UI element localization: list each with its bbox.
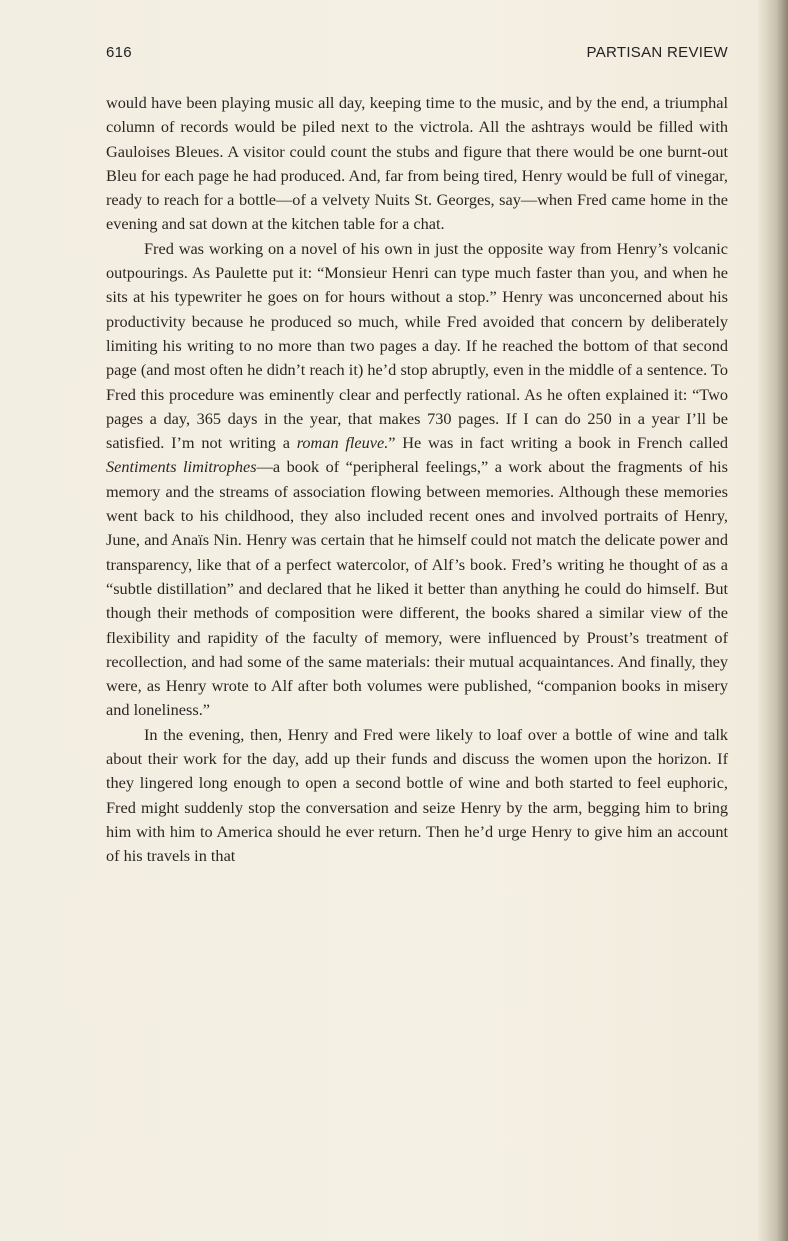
- paragraph-3: [106, 723, 728, 869]
- text-run: ” He was in fact writing a book in French called: [388, 433, 729, 453]
- body-text: [106, 91, 728, 869]
- italic-text-run: Sentiments limitrophes: [106, 457, 257, 477]
- paragraph-2: [106, 237, 728, 723]
- journal-title: PARTISAN REVIEW: [586, 44, 728, 61]
- text-run: —a book of “peripheral feelings,” a work about the fragments of his memory and the streams of association flowing between memories. Although these memories went back to his childhood, they also included recent ones and involved portraits of Henry, June, and Anaïs Nin. Henry was certain that he himself could not match the delicate power and transparency, like that of a perfect watercolor, of Alf’s book. Fred’s writing he thought of as a “subtle distillation” and declared that he liked it better than anything he could do himself. But though their methods of composition were different, the books shared a similar view of the flexibility and rapidity of the faculty of memory, were influenced by Proust’s treatment of recollection, and had some of the same materials: their mutual acquaintances. And finally, they were, as Henry wrote to Alf after both volumes were published, “companion books in misery and loneliness.”: [106, 457, 728, 720]
- paragraph-1: [106, 91, 728, 237]
- text-run: In the evening, then, Henry and Fred were likely to loaf over a bottle of wine and talk about their work for the day, add up their funds and discuss the women upon the horizon. If they lingered long enough to open a second bottle of wine and both started to feel euphoric, Fred might suddenly stop the conversation and seize Henry by the arm, begging him to bring him with him to America should he ever return. Then he’d urge Henry to give him an account of his travels in that: [106, 724, 728, 866]
- running-header: [106, 44, 728, 68]
- text-run: Fred was working on a novel of his own in just the opposite way from Henry’s volcanic outpourings. As Paulette put it: “Monsieur Henri can type much faster than you, and when he sits at his typewriter he goes on for hours without a stop.” Henry was unconcerned about his productivity because he produced so much, while Fred avoided that concern by deliberately limiting his writing to no more than two pages a day. If he reached the bottom of that second page (and most often he didn’t reach it) he’d stop abruptly, even in the middle of a sentence. To Fred this procedure was eminently clear and perfectly rational. As he often explained it: “Two pages a day, 365 days in the year, that makes 730 pages. If I can do 250 in a year I’ll be satisfied. I’m not writing a: [106, 238, 728, 453]
- italic-text-run: roman fleuve.: [296, 433, 389, 453]
- page-number: 616: [106, 44, 132, 61]
- text-run: would have been playing music all day, keeping time to the music, and by the end, a triumphal column of records would be piled next to the victrola. All the ashtrays would be filled with Gauloises Bleues. A visitor could count the stubs and figure that there would be one burnt-out Bleu for each page he had produced. And, far from being tired, Henry would be full of vinegar, ready to reach for a bottle—of a velvety Nuits St. Georges, say—when Fred came home in the evening and sat down at the kitchen table for a chat.: [106, 93, 728, 234]
